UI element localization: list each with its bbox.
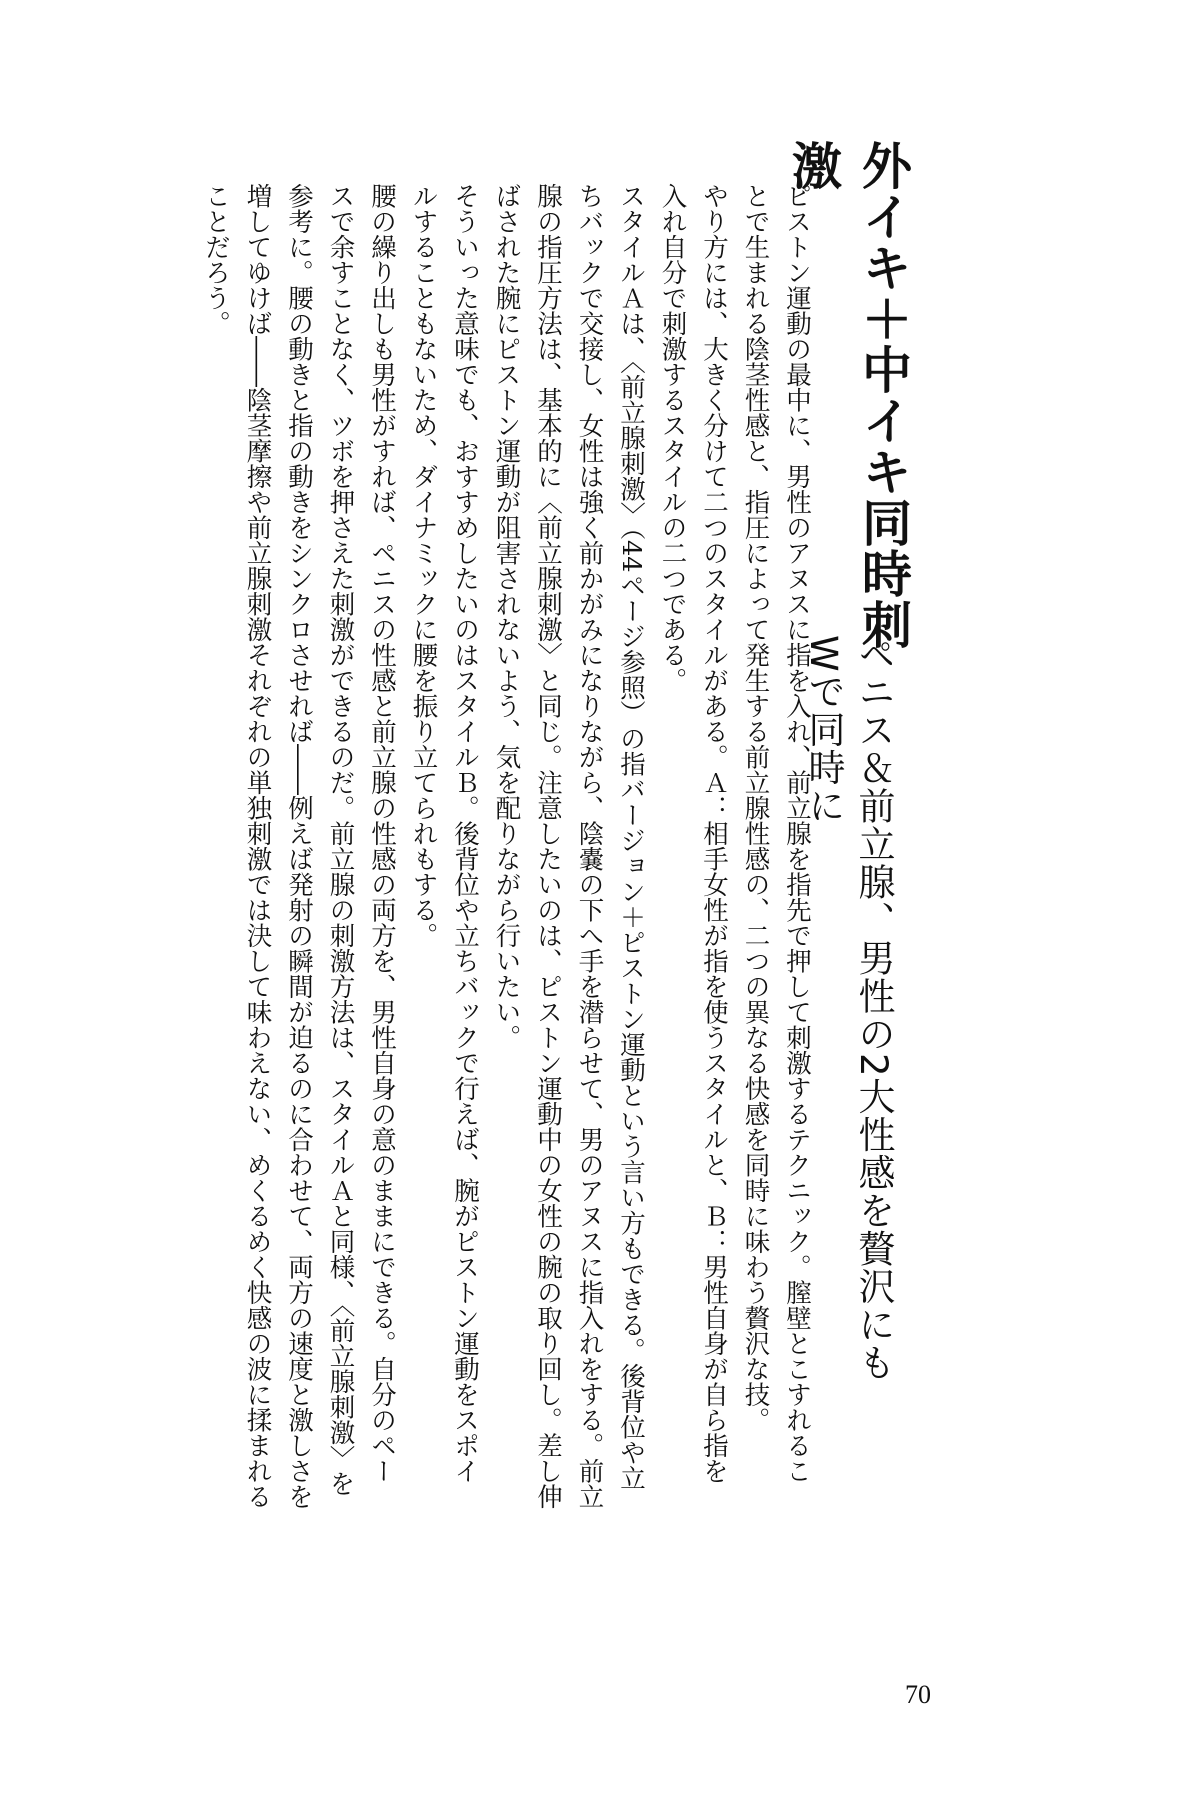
page-number: 70 [905, 1680, 931, 1709]
text-column: ルすることもないため、ダイナミックに腰を振り立てられもする。 [408, 183, 439, 948]
text-column: スで余すことなく、ツボを押さえた刺激ができるのだ。前立腺の刺激方法は、スタイルＡと同様、〈前立腺刺激〉を [325, 183, 356, 1497]
text-column: 腰の繰り出しも男性がすれば、ペニスの性感と前立腺の性感の両方を、男性自身の意のままにできる。自分のペー [367, 183, 397, 1484]
text-column: ばされた腕にピストン運動が阻害されないよう、気を配りながら行いたい。 [491, 183, 522, 1050]
section-subtitle: ペニス＆前立腺、男性の2大性感を贅沢にもWで同時に [802, 635, 895, 1382]
section-title: 外イキ＋中イキ同時刺激 [784, 140, 912, 650]
text-column: 入れ自分で刺激するスタイルの二つである。 [657, 183, 688, 693]
text-column: 腺の指圧方法は、基本的に〈前立腺刺激〉と同じ。注意したいのは、ピストン運動中の女性の腕の取り回し。差し伸 [533, 183, 563, 1509]
body-text [195, 183, 818, 1509]
text-column: 参考に。腰の動きと指の動きをシンクロさせれば――例えば発射の瞬間が迫るのに合わせて、両方の速度と激しさを [284, 183, 314, 1509]
text-column: ピストン運動の最中に、男性のアヌスに指を入れ、前立腺を指先で押して刺激するテクニック。膣壁とこすれるこ [782, 183, 812, 1484]
text-column: ことだろう。 [201, 183, 231, 336]
text-column: そういった意味でも、おすすめしたいのはスタイルＢ。後背位や立ちバックで行えば、腕がピストン運動をスポイ [450, 183, 480, 1484]
text-column: やり方には、大きく分けて二つのスタイルがある。Ａ：相手女性が指を使うスタイルと、Ｂ：男性自身が自ら指を [699, 183, 729, 1484]
text-column: スタイルＡは、〈前立腺刺激〉（44ページ参照）の指バージョン＋ピストン運動という言い方もできる。後背位や立 [616, 183, 646, 1491]
text-column: ちバックで交接し、女性は強く前かがみになりながら、陰嚢の下へ手を潜らせて、男のアヌスに指入れをする。前立 [574, 183, 605, 1509]
text-column: 増してゆけば――陰茎摩擦や前立腺刺激それぞれの単独刺激では決して味わえない、めくるめく快感の波に揉まれる [242, 183, 273, 1509]
text-column: とで生まれる陰茎性感と、指圧によって発生する前立腺性感の、二つの異なる快感を同時に味わう贅沢な技。 [740, 183, 771, 1433]
